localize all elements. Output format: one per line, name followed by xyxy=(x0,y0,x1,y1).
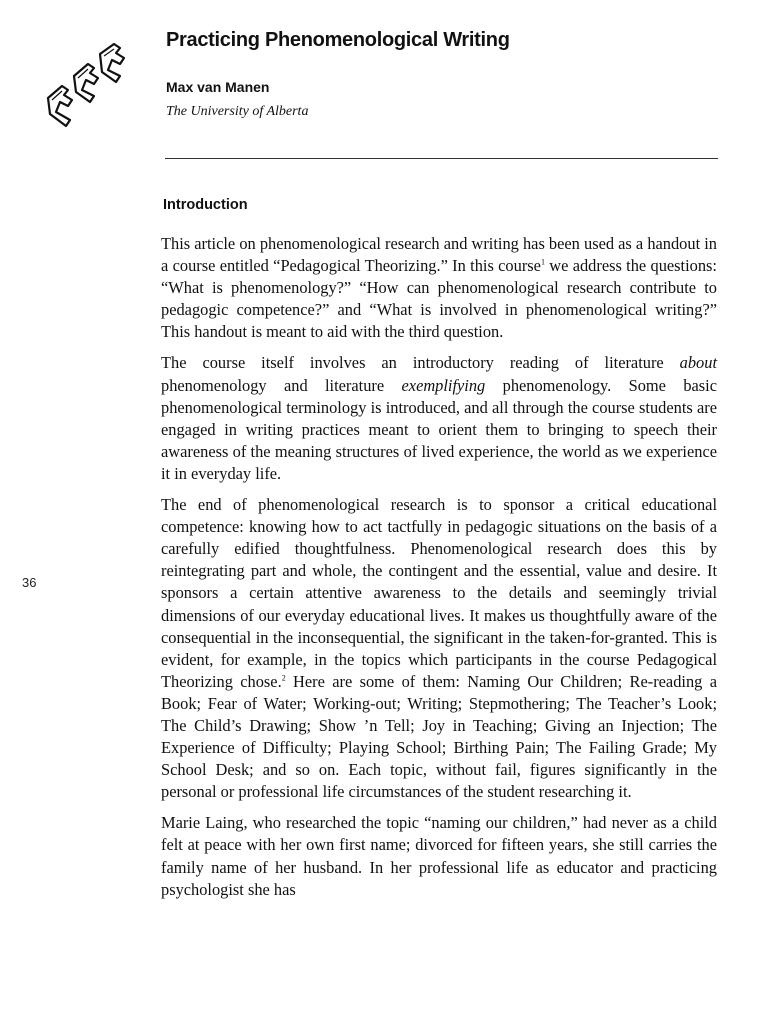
paragraph-1-text-a: This article on phenomenological research and writing has been used as a handout in a course entitled “Pedagogical Theorizing.” In this course xyxy=(161,234,717,276)
paragraph-3-text-b: Here are some of them: Naming Our Children; Re-reading a Book; Fear of Water; Working-out; Writing; Stepmothering; The Teacher’s Look; The Child’s Drawing; Show ’n Tell; Joy in Teaching; Giving an Injection; The Experience of Difficulty; Playing School; Birthing Pain; The Failing Grade; My School Desk; and so on. Each topic, without fail, figures significantly in the personal or professional life circumstances of the student researching it. xyxy=(161,671,717,802)
journal-logo-icon xyxy=(40,40,140,130)
section-heading: Introduction xyxy=(163,197,248,213)
paragraph-2-text-c: phenomenology. Some basic phenomenological terminology is introduced, and all through the course students are engaged in writing practices meant to orient them to bringing to speech their awareness of the meaning structures of lived experience, the world as we experience it in everyday life. xyxy=(161,375,717,483)
paragraph-4 xyxy=(161,812,717,900)
paragraph-3-text-a: The end of phenomenological research is to sponsor a critical educational competence: knowing how to act tactfully in pedagogic situations on the basis of a carefully edified thoughtfulness. Phenomenological research does this by reintegrating part and whole, the contingent and the essential, value and desire. It sponsors a certain attentive awareness to the details and seemingly trivial dimensions of our everyday educational lives. It makes us thoughtfully aware of the consequential in the inconsequential, the significant in the taken-for-granted. This is evident, for example, in the topics which participants in the course Pedagogical Theorizing chose. xyxy=(161,495,717,691)
paragraph-3 xyxy=(161,494,717,803)
paragraph-2-emphasis-2: exemplifying xyxy=(401,375,486,395)
author-affiliation: The University of Alberta xyxy=(166,104,309,119)
author-name: Max van Manen xyxy=(166,79,270,95)
footnote-marker-2[interactable]: 2 xyxy=(281,673,286,683)
paragraph-2 xyxy=(161,352,717,485)
paragraph-2-text-a: The course itself involves an introductory reading of literature xyxy=(161,353,680,373)
paragraph-1-text-b: we address the questions: “What is phenomenology?” “How can phenomenological research contribute to pedagogic competence?” and “What is involved in phenomenological writing?” This handout is meant to aid with the third question. xyxy=(161,256,717,342)
article-title: Practicing Phenomenological Writing xyxy=(166,29,510,51)
paragraph-1 xyxy=(161,233,717,343)
page-number: 36 xyxy=(22,575,37,590)
article-body xyxy=(161,233,717,910)
paragraph-2-emphasis-1: about xyxy=(679,353,717,373)
footnote-marker-1[interactable]: 1 xyxy=(540,257,545,267)
header-divider xyxy=(165,158,718,159)
paragraph-4-text-a: Marie Laing, who researched the topic “naming our children,” had never as a child felt at peace with her own first name; divorced for fifteen years, she still carries the family name of her husband. In her professional life as educator and practicing psychologist she has xyxy=(161,813,717,899)
paragraph-2-text-b: phenomenology and literature xyxy=(161,375,402,395)
